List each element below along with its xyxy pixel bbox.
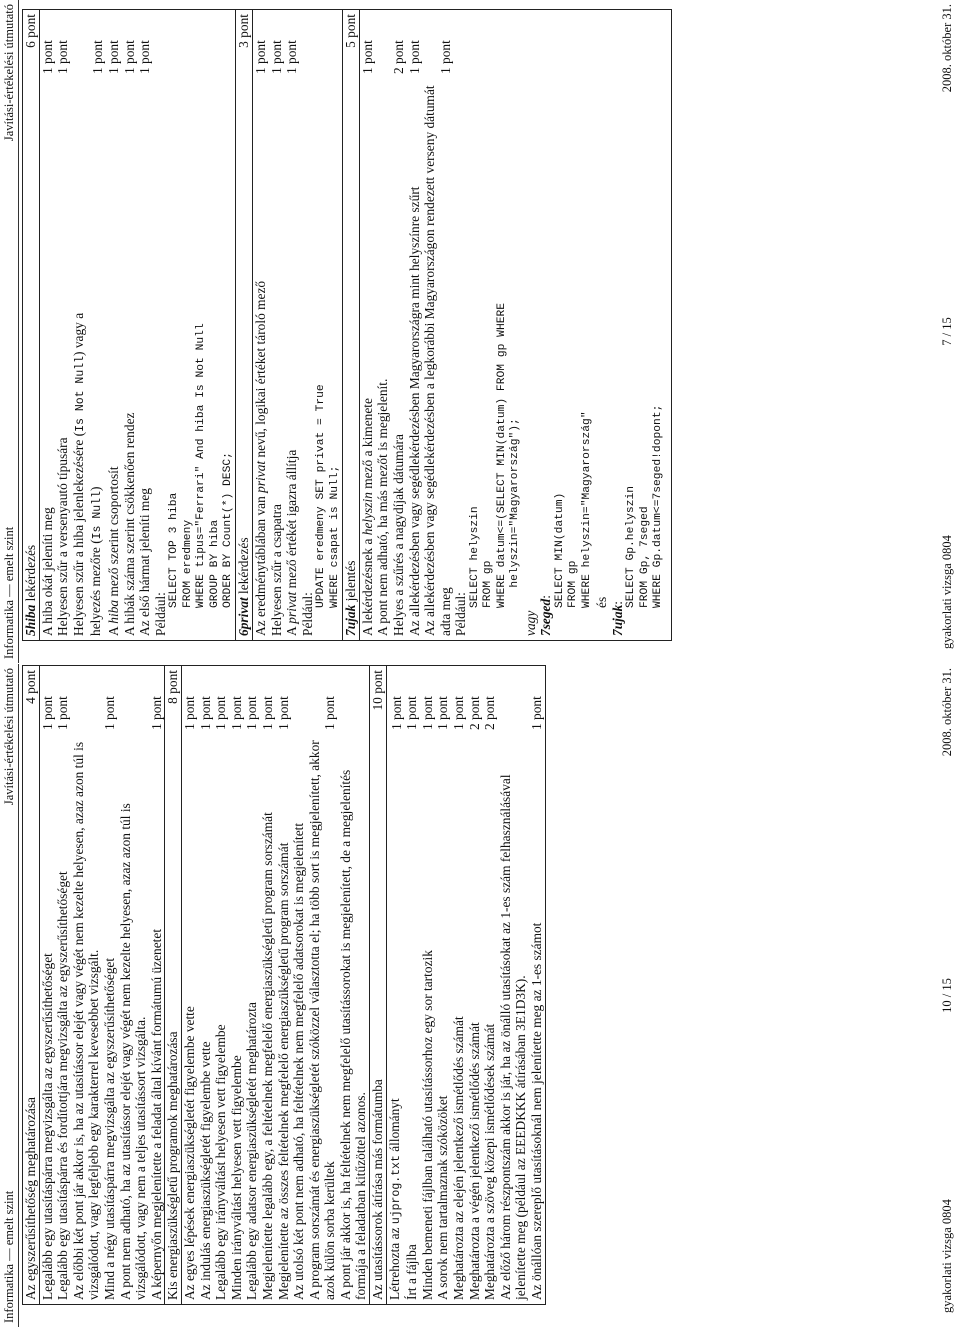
criterion-text: Minden irányváltást helyesen vett figyelembe [228, 1055, 244, 1300]
criterion-row [213, 666, 229, 1304]
footer-left: gyakorlati vizsga 0804 [940, 535, 954, 649]
section-header: 6privat lekérdezés 3 pont [236, 10, 253, 640]
criterion-row [307, 666, 338, 1304]
criterion-row [137, 10, 153, 640]
criterion-points: 1 pont [55, 40, 71, 74]
criterion-text: Mind a négy utasításpárra megvizsgálta az egyszerűsíthetőséget [101, 957, 117, 1300]
criterion-points: 1 pont [419, 696, 435, 730]
sql-code: UPDATE eredmeny SET privat = True WHERE csapat is Null; [315, 384, 341, 608]
criterion-points: 2 pont [466, 696, 482, 730]
footer [940, 664, 956, 1327]
criterion-points: 1 pont [90, 40, 106, 74]
criterion-row [360, 10, 376, 640]
header-left: Informatika — emelt szint [2, 1190, 16, 1323]
criterion-row [482, 666, 498, 1304]
section-header [23, 10, 40, 640]
criterion-text: Legalább egy utasításpárra és fordítottjára megvizsgálta az egyszerűsíthetőséget [55, 871, 71, 1300]
left-content [22, 665, 546, 1305]
criterion-text: A pont nem adható, ha az utasítássor elejét vagy végét nem kezelte helyesen, azaz azon túl is vizsgálódott, vagy nem a teljes utasítássort vizsgálta. [117, 803, 149, 1300]
criterion-row [198, 666, 214, 1304]
criterion-row [40, 10, 56, 640]
criterion-row [291, 666, 307, 1304]
criterion-text: A képernyőn megjelenítette a feladat által kívánt formátumú üzenetet [148, 928, 164, 1300]
section-points: 10 pont [370, 670, 386, 711]
header-right: Javítási-értékelési útmutató [2, 4, 16, 142]
criterion-row [102, 666, 118, 1304]
criterion-points: 1 pont [244, 696, 260, 730]
criterion-text: Helyesen szűr a versenyautó típusára [55, 437, 71, 636]
sql-code: SELECT helyszin FROM gp WHERE datum<=(SELECT MIN(datum) FROM gp WHERE helyszin="Magyarország"); [468, 302, 522, 608]
footer-page: 7 / 15 [940, 317, 954, 346]
footer-date: 2008. október 31. [940, 4, 954, 93]
criterion-points: 1 pont [213, 696, 229, 730]
criterion-points: 1 pont [181, 696, 197, 730]
criterion-points: 1 pont [268, 40, 284, 74]
running-header [2, 664, 19, 1327]
footer [940, 0, 956, 663]
criterion-row [71, 10, 106, 640]
criterion-text: Legalább egy irányváltást helyesen vett figyelembe [213, 1024, 229, 1300]
criterion-text: A pont jár akkor is, ha feltételnek nem megfelelő utasítássorokat is megjelenített, de a megjelenítés formája a feladatban kitűzöttel azonos. [337, 769, 369, 1300]
criterion-points: 1 pont [388, 696, 404, 730]
criterion-points: 1 pont [197, 696, 213, 730]
criterion-row [118, 666, 149, 1304]
example-label: Például: [152, 592, 168, 636]
section-header: 7ujak jelentés 5 pont [343, 10, 360, 640]
criterion-points: 1 pont [39, 696, 55, 730]
running-header [2, 0, 19, 663]
criterion-row [71, 666, 102, 1304]
criterion-row [338, 666, 369, 1304]
sql-code: SELECT TOP 3 hiba FROM eredmeny WHERE tipus="Ferrari" And hiba Is Not Null GROUP BY hiba ORDER BY Count(*) DESC; [168, 323, 234, 608]
criterion-row [244, 666, 260, 1304]
criterion-points: 1 pont [105, 40, 121, 74]
criterion-row [407, 10, 423, 640]
criterion-row [260, 666, 276, 1304]
scoring-section [165, 665, 370, 1305]
criterion-text: A hiba okát jeleníti meg [39, 507, 55, 636]
criterion-points: 1 pont [451, 696, 467, 730]
criterion-text: Az eredménytáblában van privat nevű, logikai értéket tároló mező [252, 280, 268, 636]
right-page [0, 0, 960, 663]
criterion-points: 1 pont [437, 40, 453, 74]
criterion-points: 1 pont [228, 696, 244, 730]
criterion-text: Az utolsó két pont nem adható, ha feltételnek nem megfelelő adatsorokat is megjelenített [291, 822, 307, 1300]
section-7ujak [343, 9, 672, 641]
section-name: hiba [23, 604, 38, 630]
section-title: Kis energiaszükségletű programok meghatározása [165, 1031, 181, 1300]
section-title: Az utasítássorok átírása más formátumba [370, 1079, 386, 1300]
example-label: Például: [299, 592, 315, 636]
criterion-points: 1 pont [55, 696, 71, 730]
sql-code: SELECT MIN(datum) FROM gp WHERE helyszin="Magyarország" [553, 411, 593, 608]
criterion-points: 1 pont [275, 696, 291, 730]
criterion-points: 1 pont [39, 40, 55, 74]
criterion-row [55, 666, 71, 1304]
criterion-row [106, 10, 122, 640]
section-points: 8 pont [165, 670, 181, 704]
section-5hiba [22, 9, 236, 641]
right-content [22, 9, 672, 641]
criterion-row [420, 666, 436, 1304]
criterion-row [276, 666, 292, 1304]
section-points: 6 pont [23, 14, 38, 48]
criterion-row [40, 666, 56, 1304]
criterion-text: Írt a fájlba [404, 1244, 420, 1300]
criterion-text: Meghatározta a végén jelentkező ismétlődés számát [466, 1022, 482, 1300]
criterion-text: Létrehozta az ujprog.txt állományt [386, 1098, 403, 1300]
section-points: 4 pont [23, 670, 38, 704]
footer-page: 10 / 15 [940, 978, 954, 1013]
criterion-row [55, 10, 71, 640]
criterion-text: Az önállóan szereplő utasításoknál nem jelenítette meg az 1-es számot [529, 922, 544, 1300]
criterion-row [498, 666, 529, 1304]
criterion-points: 1 pont [121, 40, 137, 74]
criterion-points: 1 pont [529, 696, 544, 730]
criterion-points: 1 pont [148, 696, 164, 730]
criterion-text: A hiba mező szerint csoportosít [105, 466, 121, 636]
criterion-text: Megjelenítette legalább egy, a feltételnek megfelelő energiaszükségletű program sorszámát [259, 812, 275, 1300]
criterion-text: A privat mező értékét igazra állítja [284, 449, 300, 636]
section-header [165, 666, 182, 1304]
section-header [23, 666, 40, 1304]
criterion-text: Legalább egy adatsor energiaszükségletét meghatározta [244, 1002, 260, 1300]
criterion-text: Az előző három részpontszám akkor is jár, ha az önálló utasításokat az 1-es szám felhasználásával jelenítette meg (például az EEEDKKK átírásában 3E1D3K). [497, 774, 529, 1300]
section-title: Az egyszerűsíthetőség meghatározása [23, 1096, 38, 1300]
criterion-row [122, 10, 138, 640]
criterion-text: Meghatározta az elején jelentkező ismétlődés számát [451, 1016, 467, 1300]
criterion-points: 1 pont [137, 40, 153, 74]
criterion-text: A hibák száma szerint csökkenően rendez [121, 412, 137, 636]
criterion-row [435, 666, 451, 1304]
query-name-seged: 7seged: [538, 595, 554, 636]
sql-code: SELECT Gp.helyszin FROM Gp, 7seged WHERE Gp.datum<=7seged!dopont; [625, 404, 664, 608]
criterion-text: Az indulás energiaszükségletét figyelembe vette [197, 1041, 213, 1300]
criterion-text: Az első hármat jeleníti meg [137, 488, 153, 636]
criterion-points: 2 pont [390, 40, 406, 74]
criterion-points: 1 pont [406, 40, 422, 74]
criterion-note: A pont nem adható, ha más mezőt is megjelenít. [375, 378, 391, 636]
query-name-ujak: 7ujak: [609, 601, 625, 636]
criterion-text: Az előbbi két pont jár akkor is, ha az utasítássor elejét vagy végét nem kezelte helyesen, azaz azon túl is vizsgálódott, vagy legfeljebb egy karakterrel kevesebbet vizsgált. [70, 741, 102, 1300]
criterion-points: 2 pont [482, 696, 498, 730]
footer-left: gyakorlati vizsga 0804 [940, 1199, 954, 1313]
criterion-row [404, 666, 420, 1304]
criterion-text: A lekérdezésnek a helyszin mező a kimenete [359, 398, 375, 636]
criterion-text: Helyes a szűrés a nagydíjak dátumára [390, 434, 406, 636]
criterion-row [229, 666, 245, 1304]
section-suffix: lekérdezés [23, 544, 38, 605]
section-points: 5 pont [343, 14, 359, 48]
criterion-row [149, 666, 165, 1304]
footer-date: 2008. október 31. [940, 668, 954, 757]
criterion-text: Legalább egy utasításpárra megvizsgálta az egyszerűsíthetőséget [39, 953, 55, 1300]
example-label: Például: [453, 592, 469, 636]
section-points: 3 pont [236, 14, 252, 48]
or-label: vagy [522, 610, 538, 636]
criterion-text: A sorok nem tartalmaznak szóközöket [435, 1095, 451, 1300]
criterion-points: 1 pont [359, 40, 375, 74]
criterion-text: Helyesen szűr a csapatra [268, 504, 284, 636]
criterion-row [451, 666, 467, 1304]
scoring-section [22, 665, 165, 1305]
section-header [370, 666, 387, 1304]
criterion-points: 1 pont [435, 696, 451, 730]
criterion-points: 1 pont [404, 696, 420, 730]
header-right: Javítási-értékelési útmutató [2, 668, 16, 806]
criterion-row [529, 666, 545, 1304]
criterion-text: Meghatározta a szöveg közepi ismétlődések számát [482, 1023, 498, 1300]
scoring-section [370, 665, 546, 1305]
criterion-text: Az allekérdezésben vagy segédlekérdezésben a legkorábbi Magyarországon rendezett verseny dátumát adta meg [422, 85, 453, 636]
criterion-points: 1 pont [252, 40, 268, 74]
criterion-row [422, 10, 453, 640]
section-6privat [236, 9, 343, 641]
section-num: 5 [23, 629, 38, 636]
criterion-text: A program sorszámát és energiaszükségletét szóközzel választotta el; ha több sort is megjelenített, akkor azok külön sorba kerültek [306, 740, 338, 1300]
criterion-points: 1 pont [101, 696, 117, 730]
criterion-text: Minden bemeneti fájlban található utasítássorhoz egy sor tartozik [419, 950, 435, 1300]
criterion-text: Helyesen szűr a hiba jelenlekezésére (Is Not Null) vagy a helyezés mezőre (Is Null) [70, 312, 105, 636]
criterion-row [269, 10, 285, 640]
criterion-row [182, 666, 198, 1304]
criterion-points: 1 pont [284, 40, 300, 74]
criterion-points: 1 pont [322, 696, 338, 730]
criterion-row [387, 666, 405, 1304]
left-page [0, 664, 960, 1327]
header-left: Informatika — emelt szint [2, 526, 16, 659]
criterion-text: Az allekérdezésben vagy segédlekérdezésben Magyarországra mint helyszínre szűrt [406, 186, 422, 636]
criterion-text: Megjelenítette az összes feltételnek megfelelő energiaszükségletű program sorszámát [275, 842, 291, 1300]
criterion-text: Az egyes lépések energiaszükségletét figyelembe vette [181, 1006, 197, 1300]
criterion-row [284, 10, 300, 640]
criterion-row [467, 666, 483, 1304]
and-label: és [593, 596, 609, 608]
criterion-row [391, 10, 407, 640]
criterion-points: 1 pont [259, 696, 275, 730]
criterion-row [253, 10, 269, 640]
